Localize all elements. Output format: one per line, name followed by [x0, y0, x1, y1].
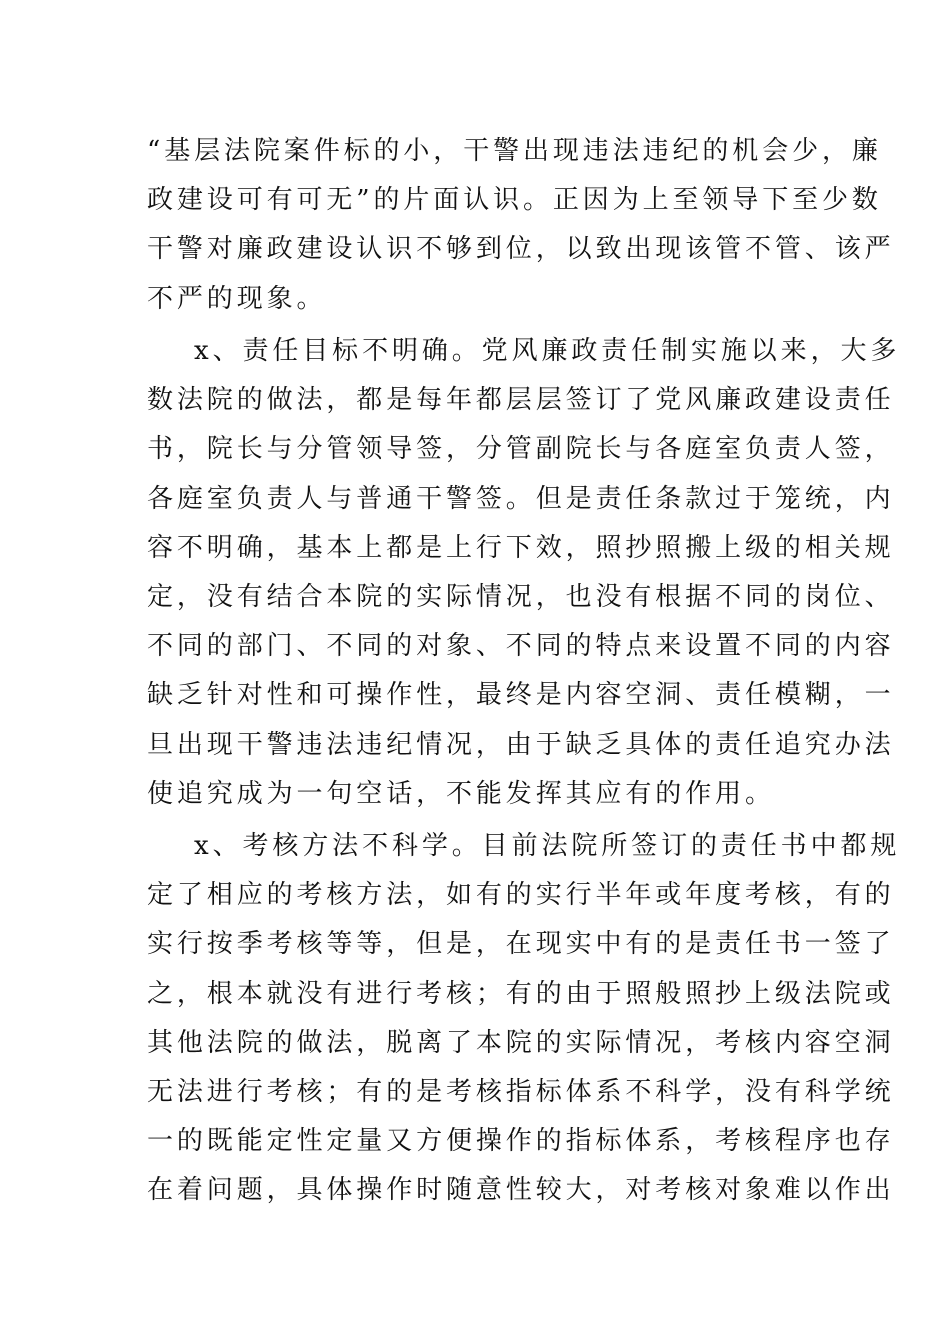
- paragraph-line: 在着问题，具体操作时随意性较大，对考核对象难以作出: [147, 1175, 895, 1206]
- paragraph-line: 不同的部门、不同的对象、不同的特点来设置不同的内容: [147, 631, 895, 662]
- paragraph-line: 定了相应的考核方法，如有的实行半年或年度考核，有的: [147, 880, 895, 911]
- paragraph-responsibility-goals: [147, 327, 901, 819]
- paragraph-line: 各庭室负责人与普通干警签。但是责任条款过于笼统，内: [147, 483, 895, 514]
- paragraph-line: 干警对廉政建设认识不够到位，以致出现该管不管、该严: [147, 234, 895, 265]
- paragraph-line: 之，根本就没有进行考核；有的由于照般照抄上级法院或: [147, 978, 895, 1009]
- paragraph-line: 实行按季考核等等，但是，在现实中有的是责任书一签了: [147, 929, 895, 960]
- paragraph-line: 其他法院的做法，脱离了本院的实际情况，考核内容空洞: [147, 1027, 895, 1058]
- paragraph-line: 无法进行考核；有的是考核指标体系不科学，没有科学统: [147, 1076, 895, 1107]
- paragraph-line: 一的既能定性定量又方便操作的指标体系，考核程序也存: [147, 1126, 895, 1157]
- paragraph-line: 使追究成为一句空话，不能发挥其应有的作用。: [147, 778, 775, 809]
- paragraph-assessment-methods: [147, 822, 901, 1216]
- paragraph-line: 不严的现象。: [147, 283, 327, 314]
- paragraph-first-line: x、责任目标不明确。党风廉政责任制实施以来，大多: [194, 336, 901, 366]
- paragraph-line: 旦出现干警违法违纪情况，由于缺乏具体的责任追究办法: [147, 729, 895, 760]
- paragraph-line: 政建设可有可无”的片面认识。正因为上至领导下至少数: [147, 185, 882, 216]
- paragraph-continuation: [147, 127, 895, 324]
- paragraph-line: 书，院长与分管领导签，分管副院长与各庭室负责人签，: [147, 434, 895, 465]
- paragraph-line: 容不明确，基本上都是上行下效，照抄照搬上级的相关规: [147, 532, 895, 563]
- paragraph-line: 定，没有结合本院的实际情况，也没有根据不同的岗位、: [147, 581, 895, 612]
- paragraph-line: 缺乏针对性和可操作性，最终是内容空洞、责任模糊，一: [147, 680, 895, 711]
- paragraph-first-line: x、考核方法不科学。目前法院所签订的责任书中都规: [194, 831, 901, 861]
- paragraph-line: “基层法院案件标的小，干警出现违法违纪的机会少，廉: [147, 136, 882, 166]
- paragraph-line: 数法院的做法，都是每年都层层签订了党风廉政建设责任: [147, 385, 895, 416]
